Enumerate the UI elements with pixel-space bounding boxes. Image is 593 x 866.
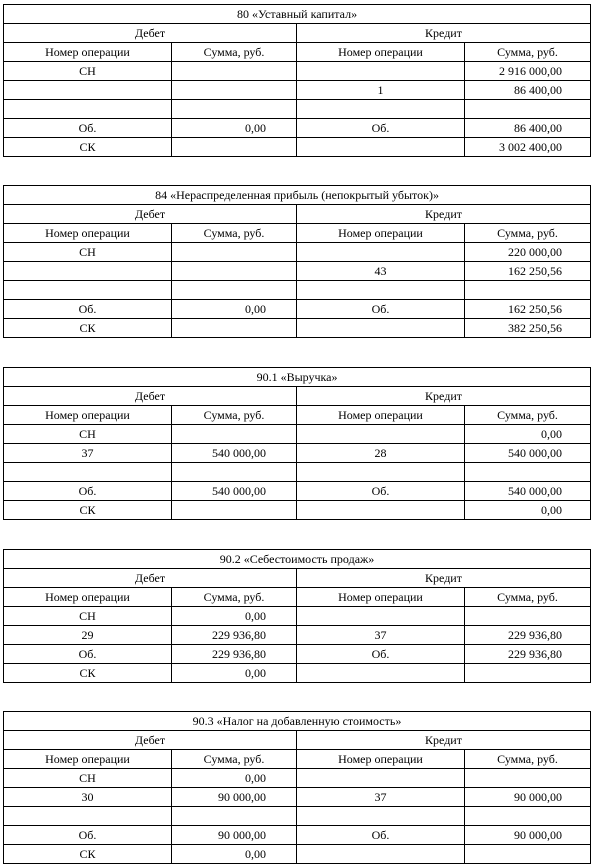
account-table [3,367,591,520]
credit-amount-cell: 0,00 [465,425,591,444]
debit-operation-cell: СК [4,138,172,157]
debit-operation-cell: СК [4,501,172,520]
debit-operation-cell: СК [4,664,172,683]
table-row [4,645,591,664]
table-row [4,463,591,482]
credit-label: Кредит [297,387,591,406]
credit-operation-cell: Об. [297,482,465,501]
credit-amount-cell: 86 400,00 [465,119,591,138]
credit-amount-cell [465,607,591,626]
table-row [4,138,591,157]
credit-operation-cell: Об. [297,645,465,664]
table-row [4,826,591,845]
debit-operation-cell: СК [4,845,172,864]
debit-amount-cell: 540 000,00 [172,482,297,501]
column-header: Сумма, руб. [465,224,591,243]
credit-operation-cell [297,807,465,826]
column-header: Сумма, руб. [465,43,591,62]
debit-amount-cell [172,501,297,520]
table-row [4,243,591,262]
credit-operation-cell [297,138,465,157]
credit-operation-cell: 37 [297,788,465,807]
table-row [4,788,591,807]
credit-amount-cell: 229 936,80 [465,645,591,664]
debit-amount-cell: 0,00 [172,664,297,683]
column-header: Сумма, руб. [465,406,591,425]
debit-label: Дебет [4,387,297,406]
debit-amount-cell [172,281,297,300]
debit-amount-cell [172,463,297,482]
column-header: Номер операции [297,406,465,425]
debit-amount-cell [172,262,297,281]
credit-label: Кредит [297,24,591,43]
debit-amount-cell: 540 000,00 [172,444,297,463]
account-title: 90.3 «Налог на добавленную стоимость» [4,712,591,731]
credit-operation-cell [297,319,465,338]
credit-operation-cell [297,845,465,864]
credit-amount-cell: 540 000,00 [465,482,591,501]
debit-operation-cell: СН [4,425,172,444]
credit-amount-cell: 540 000,00 [465,444,591,463]
table-row [4,769,591,788]
credit-operation-cell [297,100,465,119]
table-row [4,607,591,626]
account-title: 80 «Уставный капитал» [4,5,591,24]
debit-amount-cell [172,319,297,338]
debit-operation-cell: СН [4,243,172,262]
column-header: Номер операции [4,43,172,62]
table-row [4,100,591,119]
credit-operation-cell: 43 [297,262,465,281]
column-header: Сумма, руб. [172,750,297,769]
credit-operation-cell [297,501,465,520]
table-row [4,501,591,520]
column-header: Номер операции [4,406,172,425]
column-header: Сумма, руб. [172,588,297,607]
debit-amount-cell [172,243,297,262]
debit-operation-cell: СН [4,607,172,626]
debit-amount-cell: 0,00 [172,300,297,319]
credit-operation-cell [297,769,465,788]
table-row [4,281,591,300]
credit-amount-cell: 220 000,00 [465,243,591,262]
table-row [4,319,591,338]
debit-operation-cell: Об. [4,482,172,501]
debit-amount-cell [172,807,297,826]
debit-operation-cell: 29 [4,626,172,645]
credit-operation-cell: Об. [297,119,465,138]
credit-label: Кредит [297,569,591,588]
credit-amount-cell: 90 000,00 [465,788,591,807]
column-header: Сумма, руб. [465,588,591,607]
debit-operation-cell [4,807,172,826]
credit-amount-cell: 229 936,80 [465,626,591,645]
table-row [4,425,591,444]
debit-amount-cell: 0,00 [172,769,297,788]
credit-amount-cell [465,664,591,683]
debit-label: Дебет [4,569,297,588]
column-header: Номер операции [4,750,172,769]
credit-amount-cell: 162 250,56 [465,300,591,319]
debit-amount-cell [172,100,297,119]
debit-operation-cell: Об. [4,826,172,845]
account-title: 90.2 «Себестоимость продаж» [4,550,591,569]
debit-operation-cell [4,81,172,100]
account-table [3,549,591,683]
credit-amount-cell: 3 002 400,00 [465,138,591,157]
account-table [3,185,591,338]
credit-amount-cell [465,281,591,300]
account-title: 90.1 «Выручка» [4,368,591,387]
credit-operation-cell: Об. [297,300,465,319]
credit-operation-cell [297,664,465,683]
column-header: Номер операции [297,588,465,607]
debit-amount-cell [172,81,297,100]
debit-operation-cell: СН [4,769,172,788]
credit-operation-cell [297,463,465,482]
credit-amount-cell: 0,00 [465,501,591,520]
table-row [4,626,591,645]
column-header: Сумма, руб. [172,224,297,243]
table-row [4,262,591,281]
credit-amount-cell [465,769,591,788]
credit-operation-cell: Об. [297,826,465,845]
credit-operation-cell: 37 [297,626,465,645]
credit-operation-cell [297,62,465,81]
credit-amount-cell: 382 250,56 [465,319,591,338]
debit-label: Дебет [4,205,297,224]
debit-amount-cell [172,62,297,81]
debit-operation-cell: 30 [4,788,172,807]
debit-operation-cell: Об. [4,300,172,319]
debit-operation-cell: 37 [4,444,172,463]
debit-amount-cell: 0,00 [172,845,297,864]
column-header: Номер операции [4,224,172,243]
debit-amount-cell: 229 936,80 [172,626,297,645]
account-table [3,711,591,864]
credit-operation-cell [297,281,465,300]
debit-label: Дебет [4,24,297,43]
credit-amount-cell [465,100,591,119]
credit-operation-cell [297,607,465,626]
debit-operation-cell [4,262,172,281]
column-header: Сумма, руб. [465,750,591,769]
credit-operation-cell [297,243,465,262]
debit-amount-cell: 229 936,80 [172,645,297,664]
debit-amount-cell: 0,00 [172,119,297,138]
credit-amount-cell: 162 250,56 [465,262,591,281]
debit-amount-cell [172,138,297,157]
credit-amount-cell: 2 916 000,00 [465,62,591,81]
table-row [4,807,591,826]
credit-amount-cell [465,463,591,482]
debit-operation-cell: Об. [4,645,172,664]
table-row [4,482,591,501]
table-row [4,62,591,81]
credit-label: Кредит [297,205,591,224]
credit-amount-cell [465,845,591,864]
credit-operation-cell: 1 [297,81,465,100]
column-header: Номер операции [297,224,465,243]
table-row [4,845,591,864]
debit-amount-cell: 90 000,00 [172,826,297,845]
column-header: Номер операции [297,43,465,62]
table-row [4,119,591,138]
credit-label: Кредит [297,731,591,750]
table-row [4,444,591,463]
credit-amount-cell: 90 000,00 [465,826,591,845]
table-row [4,81,591,100]
credit-amount-cell: 86 400,00 [465,81,591,100]
debit-operation-cell [4,100,172,119]
column-header: Номер операции [4,588,172,607]
column-header: Сумма, руб. [172,43,297,62]
debit-label: Дебет [4,731,297,750]
credit-operation-cell: 28 [297,444,465,463]
table-row [4,300,591,319]
table-row [4,664,591,683]
account-title: 84 «Нераспределенная прибыль (непокрытый убыток)» [4,186,591,205]
credit-amount-cell [465,807,591,826]
debit-operation-cell: СН [4,62,172,81]
credit-operation-cell [297,425,465,444]
account-table [3,4,591,157]
debit-amount-cell: 90 000,00 [172,788,297,807]
debit-amount-cell: 0,00 [172,607,297,626]
debit-operation-cell [4,281,172,300]
debit-operation-cell: Об. [4,119,172,138]
debit-operation-cell: СК [4,319,172,338]
column-header: Сумма, руб. [172,406,297,425]
debit-operation-cell [4,463,172,482]
debit-amount-cell [172,425,297,444]
column-header: Номер операции [297,750,465,769]
